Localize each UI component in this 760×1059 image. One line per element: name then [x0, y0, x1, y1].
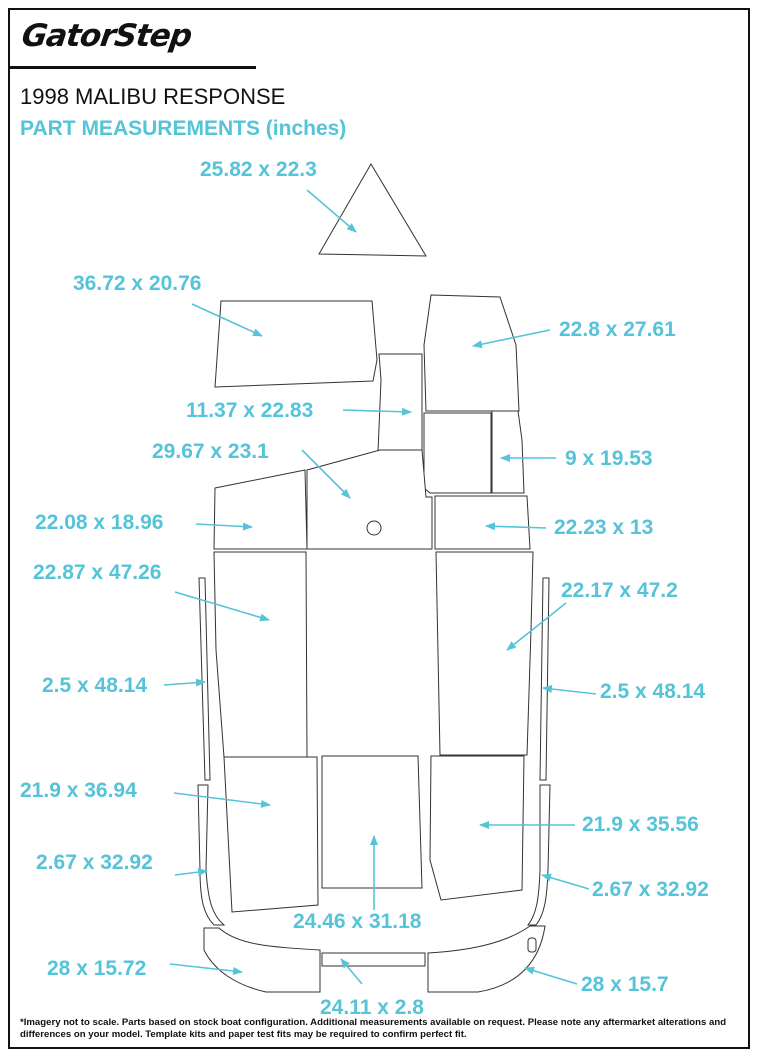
port-main-label: 22.87 x 47.26 [33, 561, 162, 584]
center-walkthrough-label: 11.37 x 22.83 [186, 399, 314, 422]
starboard-main-label: 22.17 x 47.2 [561, 579, 678, 602]
starboard-console-side-part[interactable] [492, 411, 524, 493]
port-aft-label: 21.9 x 36.94 [20, 779, 137, 802]
starboard-console-side-label: 9 x 19.53 [565, 447, 653, 470]
port-gunwale-strip-part[interactable] [199, 578, 210, 780]
helm-hole [367, 521, 381, 535]
starboard-aft-label: 21.9 x 35.56 [582, 813, 699, 836]
starboard-main-part[interactable] [436, 552, 533, 755]
starboard-helm-front-label: 22.23 x 13 [554, 516, 654, 539]
starboard-aft-strip-part[interactable] [528, 785, 550, 925]
bow-port-label: 36.72 x 20.76 [73, 272, 202, 295]
port-helm-front-label: 22.08 x 18.96 [35, 511, 164, 534]
starboard-swim-platform-label: 28 x 15.7 [581, 973, 669, 996]
port-aft-part[interactable] [224, 757, 318, 912]
bow-triangle-label: 25.82 x 22.3 [200, 158, 317, 181]
center-walkthrough-part[interactable] [378, 354, 422, 452]
measurements-subtitle: PART MEASUREMENTS (inches) [20, 117, 347, 140]
starboard-console-block[interactable] [424, 413, 491, 493]
center-aft-part[interactable] [322, 756, 422, 888]
port-swim-platform-part[interactable] [204, 928, 320, 992]
port-gunwale-strip-label: 2.5 x 48.14 [42, 674, 148, 697]
bow-port-part[interactable] [215, 301, 377, 387]
bow-starboard-part[interactable] [424, 295, 519, 411]
bow-starboard-label: 22.8 x 27.61 [559, 318, 676, 341]
center-swim-strip-part[interactable] [322, 953, 425, 966]
starboard-aft-strip-label: 2.67 x 32.92 [592, 878, 709, 901]
boat-model-title: 1998 MALIBU RESPONSE [20, 84, 286, 109]
gatorstep-logo: GatorStep [19, 18, 194, 54]
port-aft-strip-label: 2.67 x 32.92 [36, 851, 153, 874]
center-helm-front-part[interactable] [307, 450, 432, 549]
port-aft-strip-part[interactable] [198, 785, 224, 925]
port-helm-front-part[interactable] [214, 470, 307, 549]
starboard-swim-platform-part[interactable] [428, 926, 545, 992]
starboard-aft-part[interactable] [430, 756, 524, 900]
starboard-gunwale-strip-label: 2.5 x 48.14 [600, 680, 706, 703]
starboard-helm-front-part[interactable] [435, 496, 530, 549]
bow-triangle-part[interactable] [319, 164, 426, 256]
port-swim-platform-label: 28 x 15.72 [47, 957, 147, 980]
center-aft-label: 24.46 x 31.18 [293, 910, 422, 933]
disclaimer-footer: *Imagery not to scale. Parts based on stock boat configuration. Additional measurements available on request. Please note any aftermarket alterations and differences on your model. Template kits and paper test fits may be required to confirm perfect fit. [20, 1017, 727, 1040]
center-helm-front-label: 29.67 x 23.1 [152, 440, 269, 463]
center-swim-strip-label: 24.11 x 2.8 [320, 996, 424, 1019]
port-main-part[interactable] [214, 552, 307, 757]
starboard-gunwale-strip-part[interactable] [540, 578, 549, 780]
